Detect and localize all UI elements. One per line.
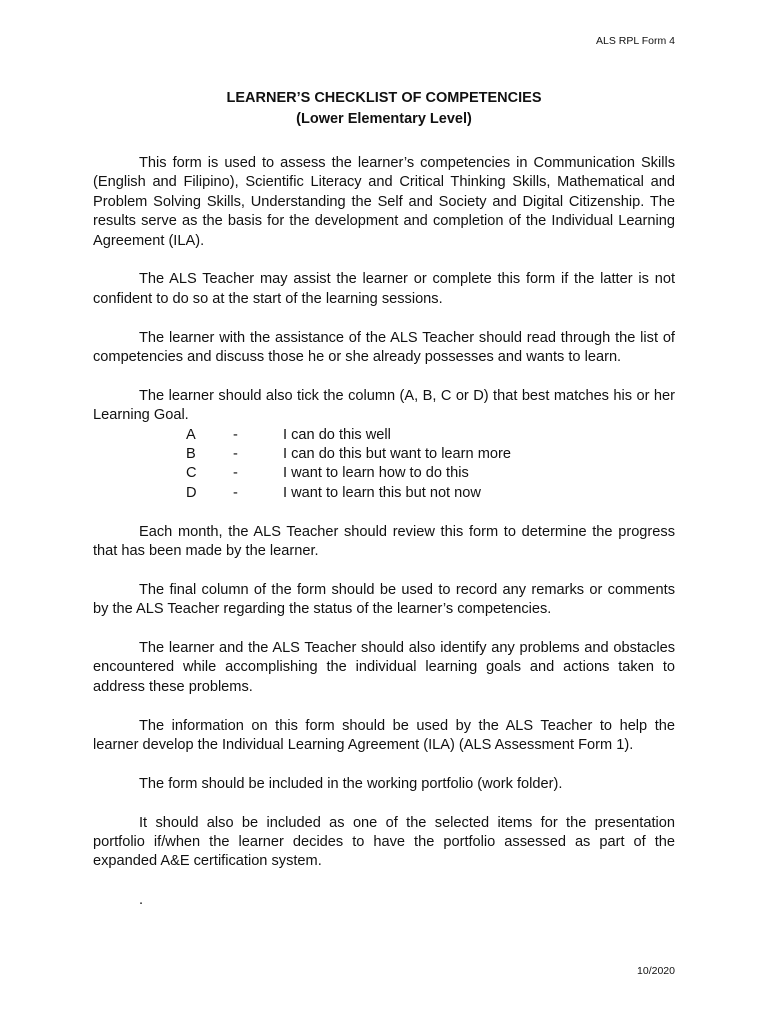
goal-dash: -	[233, 484, 238, 501]
document-body	[93, 154, 675, 911]
paragraph-ila: The information on this form should be used by the ALS Teacher to help the learner develop the Individual Learning Agreement (ILA) (ALS Assessment Form 1).	[93, 717, 675, 754]
title-block	[93, 88, 675, 130]
goal-dash: -	[233, 465, 238, 482]
goal-letter: D	[186, 484, 197, 501]
goal-description: I can do this well	[283, 426, 391, 443]
paragraph-final-column: The final column of the form should be used to record any remarks or comments by the ALS Teacher regarding the status of the learner’s competencies.	[93, 581, 675, 618]
paragraph-problems: The learner and the ALS Teacher should also identify any problems and obstacles encountered while accomplishing the individual learning goals and actions taken to address these problems.	[93, 640, 675, 695]
paragraph-read-competencies: The learner with the assistance of the ALS Teacher should read through the list of competencies and discuss those he or she already possesses and wants to learn.	[93, 329, 675, 366]
goal-row	[93, 445, 675, 464]
form-label: ALS RPL Form 4	[596, 35, 675, 47]
paragraph-monthly-review: Each month, the ALS Teacher should review this form to determine the progress that has been made by the learner.	[93, 523, 675, 559]
goal-dash: -	[233, 426, 238, 443]
goal-row	[93, 464, 675, 483]
paragraph-working-portfolio: The form should be included in the working portfolio (work folder).	[139, 775, 563, 792]
trailing-mark: .	[139, 892, 144, 909]
goal-description: I want to learn this but not now	[283, 484, 481, 501]
goal-row	[93, 426, 675, 445]
goal-letter: B	[186, 446, 196, 463]
page-subtitle: (Lower Elementary Level)	[296, 111, 472, 127]
paragraph-presentation-portfolio: It should also be included as one of the selected items for the presentation portfolio if/when the learner decides to have the portfolio assessed as part of the expanded A&E certification system.	[93, 814, 675, 870]
goal-letter: C	[186, 465, 197, 482]
goal-description: I want to learn how to do this	[283, 465, 469, 482]
goal-row	[93, 484, 675, 503]
paragraph-purpose: This form is used to assess the learner’s competencies in Communication Skills (English and Filipino), Scientific Literacy and Critical Thinking Skills, Mathematical and Problem Solving Skills, Understanding the Self and Society and Digital Citizenship. The results serve as the basis for the development and completion of the Individual Learning Agreement (ILA).	[93, 155, 675, 249]
goal-dash: -	[233, 446, 238, 463]
paragraph-teacher-assist: The ALS Teacher may assist the learner or complete this form if the latter is not confident to do so at the start of the learning sessions.	[93, 271, 675, 307]
learning-goal-legend	[93, 426, 675, 504]
goal-letter: A	[186, 426, 196, 443]
footer-date: 10/2020	[637, 965, 675, 977]
page-title: LEARNER’S CHECKLIST OF COMPETENCIES	[226, 90, 542, 106]
paragraph-tick-column: The learner should also tick the column (A, B, C or D) that best matches his or her Learning Goal.	[93, 387, 675, 424]
goal-description: I can do this but want to learn more	[283, 446, 511, 463]
